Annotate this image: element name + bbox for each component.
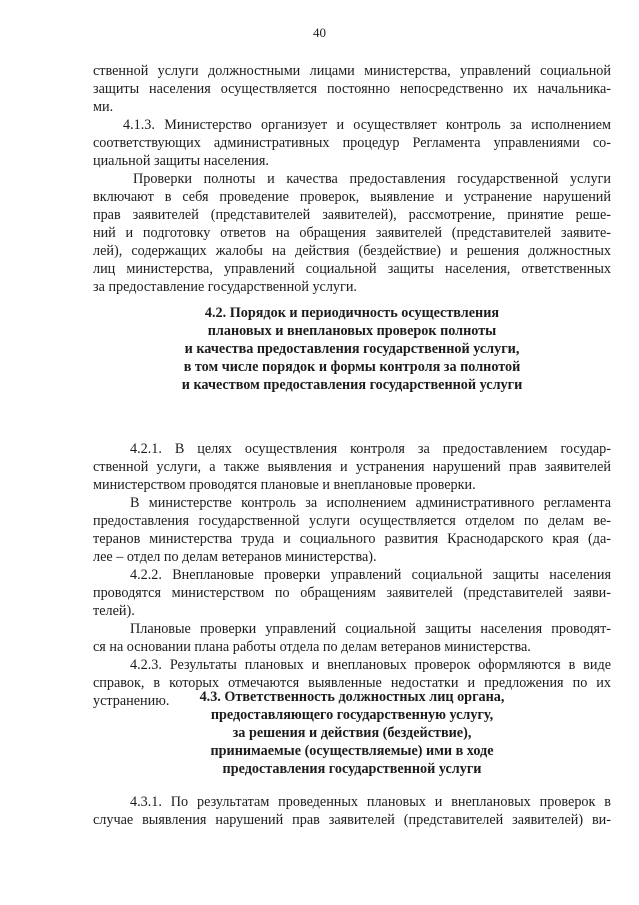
text-line: включают в себя проведение проверок, выявление и устранение нарушений [93, 189, 611, 205]
heading-line: 4.2. Порядок и периодичность осуществления [204, 305, 500, 321]
text-line: телей). [93, 603, 135, 619]
text-line: 4.2.3. Результаты плановых и внеплановых проверок оформляются в виде [130, 657, 611, 673]
text-line: Проверки полноты и качества предоставления государственной услуги [133, 171, 611, 187]
text-line: циальной защиты населения. [93, 153, 269, 169]
text-line: за предоставление государственной услуги. [93, 279, 357, 295]
text-line: В министерстве контроль за исполнением административного регламента [130, 495, 611, 511]
heading-line: и качества предоставления государственной услуги, [184, 341, 520, 357]
heading-line: предоставляющего государственную услугу, [210, 707, 494, 723]
text-line: Плановые проверки управлений социальной защиты населения проводят- [130, 621, 611, 637]
heading-line: принимаемые (осуществляемые) ими в ходе [210, 743, 494, 759]
text-line: устранению. [93, 693, 170, 709]
heading-line: 4.3. Ответственность должностных лиц органа, [199, 689, 505, 705]
text-line: соответствующих административных процедур Регламента управлениями со- [93, 135, 611, 151]
text-line: защиты населения осуществляется постоянно непосредственно их начальника- [93, 81, 611, 97]
text-line: ственной услуги, а также выявления и устранения нарушений прав заявителей [93, 459, 611, 475]
text-line: справок, в которых отмечаются выявленные недостатки и предложения по их [93, 675, 611, 691]
text-line: 4.1.3. Министерство организует и осуществляет контроль за исполнением [123, 117, 611, 133]
text-line: проводятся министерством по обращениям заявителей (представителей заяви- [93, 585, 611, 601]
text-line: министерством проводятся плановые и внеплановые проверки. [93, 477, 476, 493]
text-line: ся на основании плана работы отдела по делам ветеранов министерства. [93, 639, 531, 655]
heading-line: за решения и действия (бездействие), [232, 725, 472, 741]
text-line: 4.2.1. В целях осуществления контроля за предоставлением государ- [130, 441, 611, 457]
text-line: лиц министерства, управлений социальной защиты населения, ответственных [93, 261, 611, 277]
text-line: 4.2.2. Внеплановые проверки управлений социальной защиты населения [130, 567, 611, 583]
text-line: лее – отдел по делам ветеранов министерства). [93, 549, 377, 565]
text-line: ственной услуги должностными лицами министерства, управлений социальной [93, 63, 611, 79]
text-line: 4.3.1. По результатам проведенных плановых и внеплановых проверок в [130, 794, 611, 810]
heading-line: предоставления государственной услуги [222, 761, 482, 777]
page-number: 40 [313, 25, 326, 40]
text-line: ний и подготовку ответов на обращения заявителей (представителей заявите- [93, 225, 611, 241]
text-line: предоставления государственной услуги осуществляется отделом по делам ве- [93, 513, 611, 529]
text-line: случае выявления нарушений прав заявителей (представителей заявителей) ви- [93, 812, 611, 828]
text-line: лей), содержащих жалобы на действия (бездействие) и решения должностных [93, 243, 611, 259]
heading-line: в том числе порядок и формы контроля за полнотой [183, 359, 521, 375]
heading-line: плановых и внеплановых проверок полноты [207, 323, 497, 339]
text-line: теранов министерства труда и социального развития Краснодарского края (да- [93, 531, 611, 547]
heading-line: и качеством предоставления государственной услуги [181, 377, 523, 393]
text-line: ми. [93, 99, 114, 115]
text-line: прав заявителей (представителей заявителей), рассмотрение, принятие реше- [93, 207, 611, 223]
